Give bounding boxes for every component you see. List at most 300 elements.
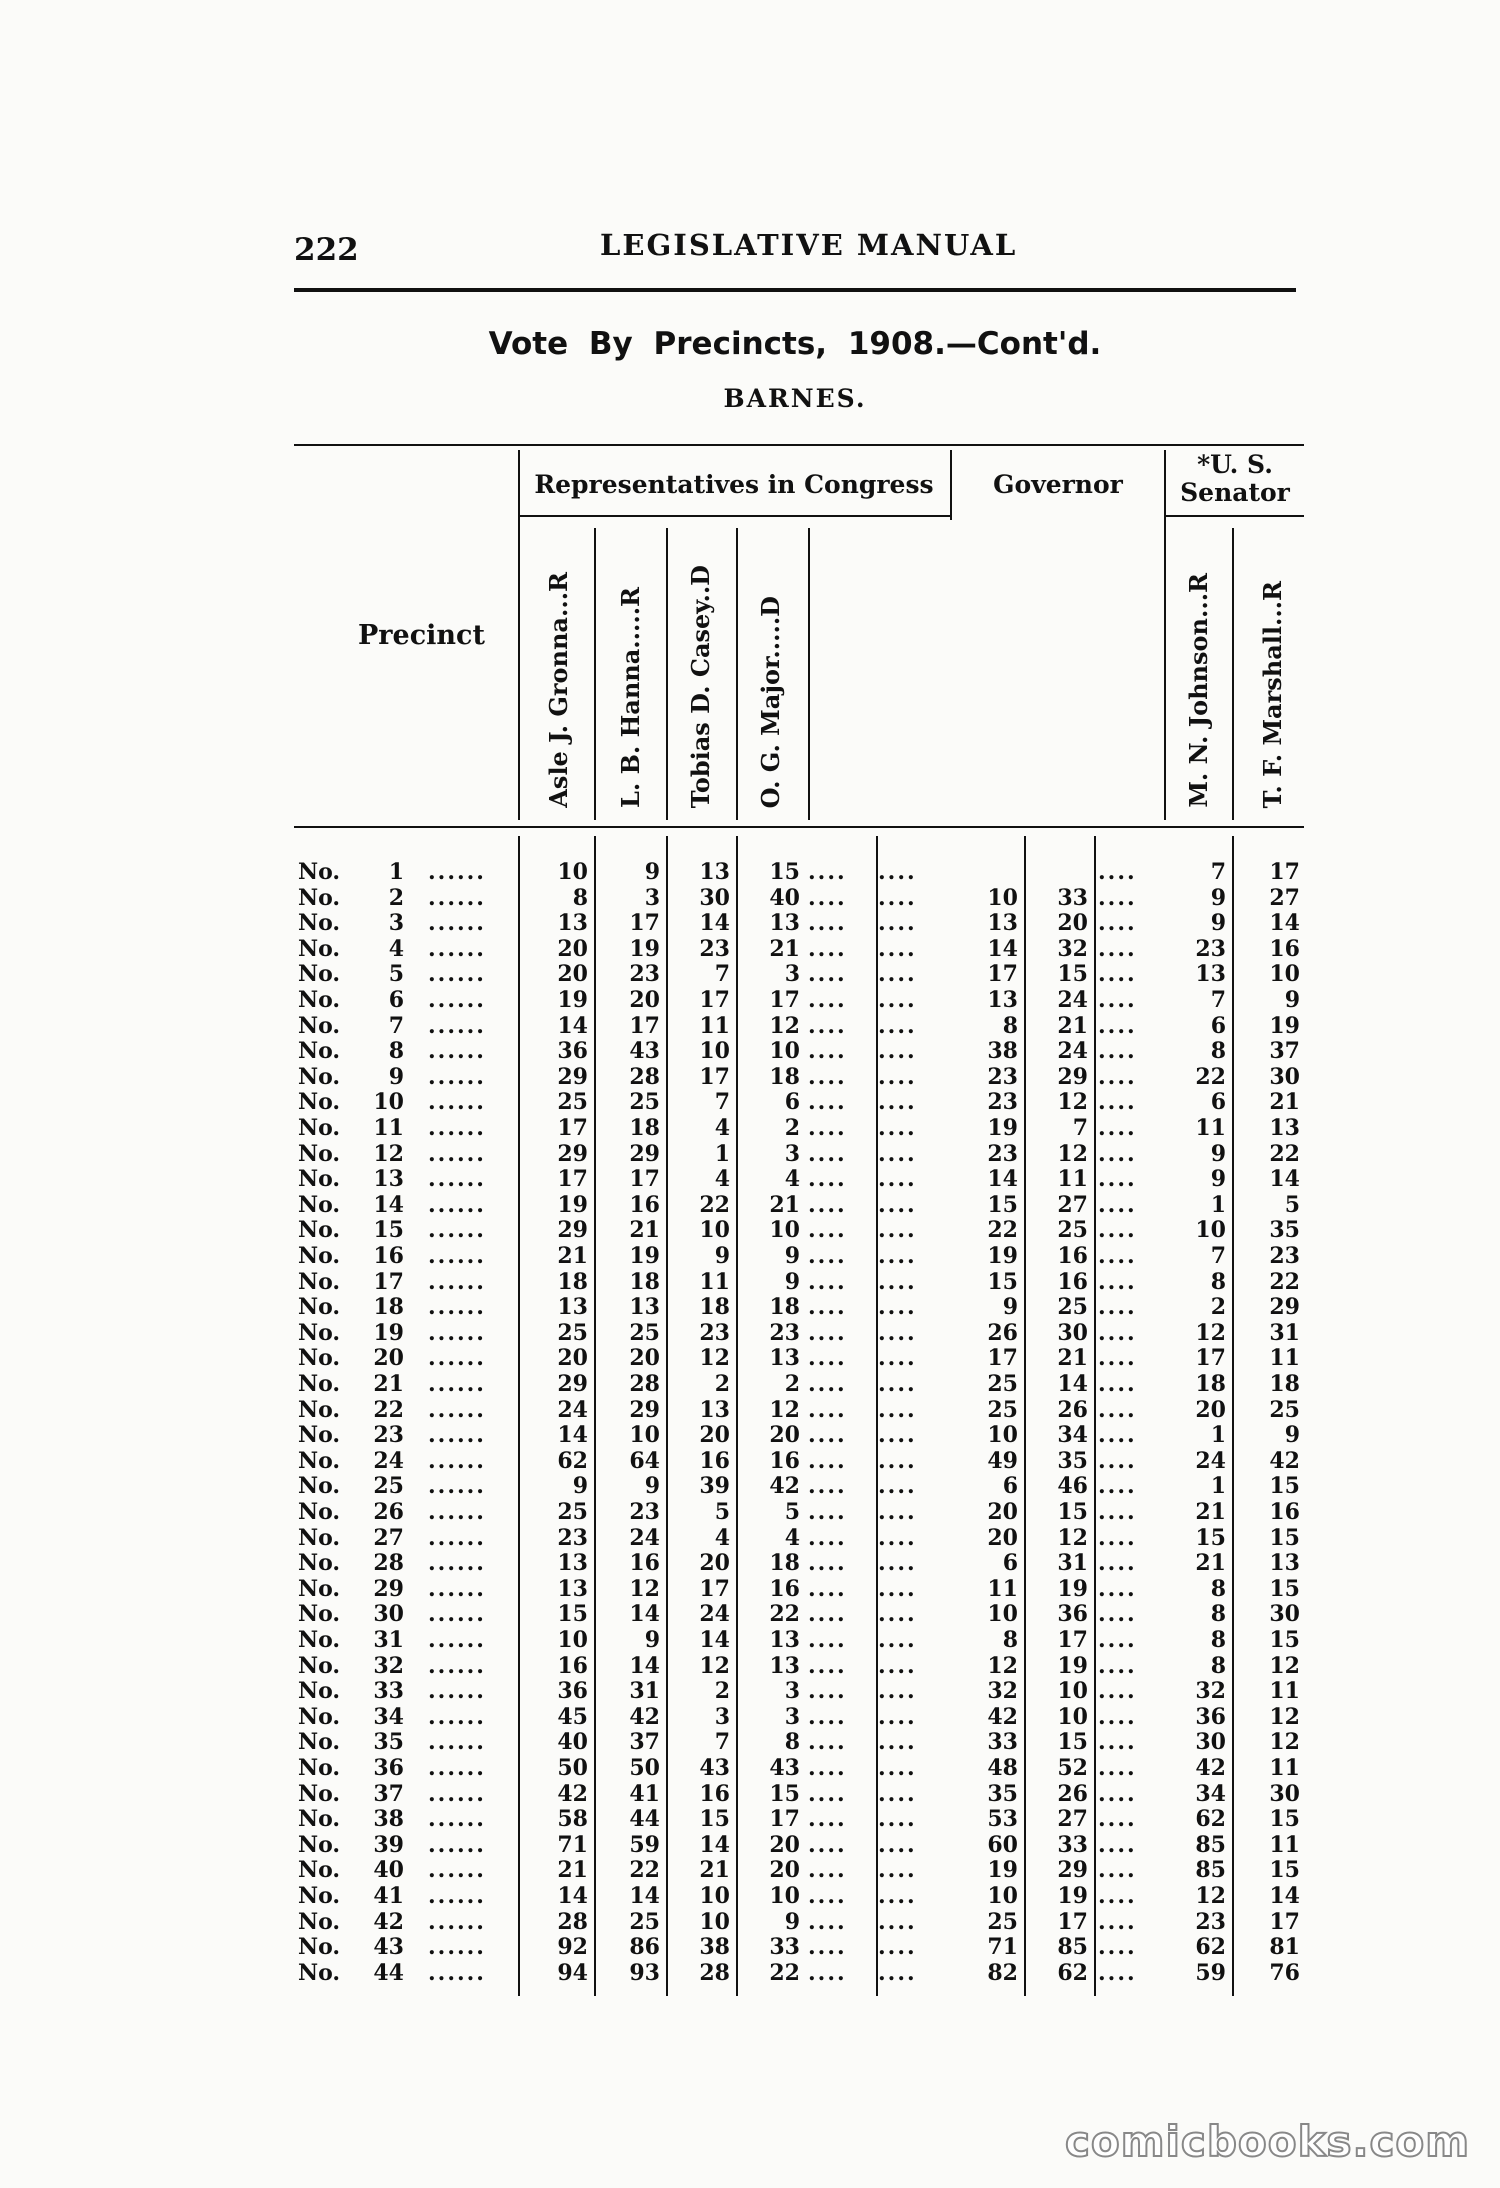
table-row [0, 860, 1500, 885]
precinct-prefix: No. [298, 1806, 341, 1833]
leader-dots: ...... [428, 935, 486, 962]
cell-major: 2 [784, 1115, 800, 1141]
cell-governor-1: 14 [987, 1166, 1018, 1193]
blank-dots: .... [808, 1627, 847, 1653]
blank-dots: .... [808, 1908, 847, 1935]
cell-marshall: 81 [1269, 1934, 1300, 1961]
cell-casey: 30 [699, 884, 730, 911]
leader-dots: ...... [428, 1038, 486, 1065]
cell-governor-2: 85 [1057, 1934, 1088, 1961]
leader-dots: ...... [428, 1396, 486, 1423]
cell-major: 13 [769, 1652, 800, 1679]
cell-casey: 17 [699, 1063, 730, 1090]
cell-gronna: 58 [557, 1806, 588, 1833]
precinct-number: 12 [373, 1140, 404, 1167]
leader-dots: ...... [428, 987, 486, 1013]
cell-casey: 10 [699, 1883, 730, 1909]
cell-marshall: 17 [1269, 1908, 1300, 1935]
cell-governor-2: 10 [1057, 1678, 1088, 1705]
cell-gronna: 17 [557, 1115, 588, 1141]
cell-governor-1: 23 [987, 1140, 1018, 1167]
cell-gronna: 29 [557, 1063, 588, 1090]
precinct-prefix: No. [298, 1473, 341, 1500]
precinct-prefix: No. [298, 1550, 341, 1577]
cell-governor-2: 31 [1057, 1550, 1088, 1577]
cell-governor-1: 14 [987, 935, 1018, 962]
cell-governor-1: 15 [987, 1191, 1018, 1218]
table-row [0, 1116, 1500, 1141]
cell-governor-2: 46 [1057, 1473, 1088, 1500]
blank-dots: .... [1098, 1499, 1137, 1525]
precinct-number: 9 [388, 1063, 404, 1090]
cell-johnson: 30 [1195, 1729, 1226, 1756]
leader-dots: ...... [428, 1780, 486, 1807]
precinct-number: 29 [373, 1575, 404, 1602]
blank-dots: .... [1098, 1268, 1137, 1295]
cell-governor-2: 29 [1057, 1063, 1088, 1090]
table-row [0, 1782, 1500, 1807]
cell-gronna: 40 [557, 1729, 588, 1756]
cell-major: 18 [769, 1063, 800, 1090]
running-head: LEGISLATIVE MANUAL [600, 228, 1018, 262]
cell-gronna: 14 [557, 1883, 588, 1909]
cell-major: 21 [769, 935, 800, 962]
cell-gronna: 15 [557, 1601, 588, 1628]
cell-major: 20 [769, 1831, 800, 1858]
precinct-prefix: No. [298, 1678, 341, 1705]
leader-dots: ...... [428, 1243, 486, 1269]
cell-gronna: 36 [557, 1038, 588, 1065]
column-header-major: O. G. Major.....D [756, 595, 785, 808]
cell-hanna: 17 [629, 910, 660, 937]
precinct-number: 34 [373, 1703, 404, 1730]
cell-johnson: 22 [1195, 1063, 1226, 1090]
cell-governor-1: 8 [1002, 1012, 1018, 1039]
cell-governor-2: 7 [1072, 1115, 1088, 1141]
cell-governor-2: 15 [1057, 961, 1088, 988]
blank-dots: .... [1098, 1755, 1137, 1781]
precinct-prefix: No. [298, 1831, 341, 1858]
cell-hanna: 64 [629, 1447, 660, 1474]
cell-marshall: 29 [1269, 1294, 1300, 1321]
table-row [0, 1423, 1500, 1448]
blank-dots: .... [878, 884, 917, 911]
blank-dots: .... [1098, 961, 1137, 988]
cell-gronna: 14 [557, 1422, 588, 1449]
precinct-prefix: No. [298, 1755, 341, 1781]
cell-gronna: 24 [557, 1396, 588, 1423]
precinct-number: 15 [373, 1217, 404, 1244]
cell-governor-2: 32 [1057, 935, 1088, 962]
precinct-prefix: No. [298, 1166, 341, 1193]
cell-gronna: 29 [557, 1140, 588, 1167]
governor-group-label: Governor [993, 470, 1123, 499]
blank-dots: .... [878, 1934, 917, 1961]
cell-major: 21 [769, 1191, 800, 1218]
cell-johnson: 23 [1195, 1908, 1226, 1935]
blank-dots: .... [808, 1447, 847, 1474]
table-row [0, 1961, 1500, 1986]
precinct-prefix: No. [298, 1012, 341, 1039]
blank-dots: .... [1098, 1729, 1137, 1756]
cell-gronna: 23 [557, 1524, 588, 1551]
blank-dots: .... [1098, 1883, 1137, 1909]
cell-johnson: 9 [1210, 910, 1226, 937]
precinct-number: 21 [373, 1371, 404, 1397]
cell-major: 23 [769, 1319, 800, 1346]
cell-major: 5 [784, 1499, 800, 1525]
cell-hanna: 14 [629, 1652, 660, 1679]
table-row [0, 937, 1500, 962]
cell-marshall: 14 [1269, 910, 1300, 937]
cell-hanna: 42 [629, 1703, 660, 1730]
cell-johnson: 62 [1195, 1934, 1226, 1961]
blank-dots: .... [808, 1115, 847, 1141]
cell-governor-1: 25 [987, 1371, 1018, 1397]
table-row [0, 1218, 1500, 1243]
cell-gronna: 14 [557, 1012, 588, 1039]
cell-major: 10 [769, 1038, 800, 1065]
cell-gronna: 17 [557, 1166, 588, 1193]
leader-dots: ...... [428, 1575, 486, 1602]
cell-casey: 23 [699, 935, 730, 962]
blank-dots: .... [878, 1447, 917, 1474]
cell-hanna: 17 [629, 1012, 660, 1039]
cell-governor-2: 33 [1057, 1831, 1088, 1858]
cell-johnson: 1 [1210, 1191, 1226, 1218]
column-header-marshall: T. F. Marshall...R [1258, 580, 1287, 808]
cell-gronna: 9 [572, 1473, 588, 1500]
cell-governor-1: 22 [987, 1217, 1018, 1244]
congress-group-rule [520, 515, 950, 517]
cell-governor-2: 17 [1057, 1908, 1088, 1935]
leader-dots: ...... [428, 1447, 486, 1474]
cell-governor-1: 35 [987, 1780, 1018, 1807]
cell-governor-1: 13 [987, 987, 1018, 1013]
blank-dots: .... [878, 1499, 917, 1525]
cell-governor-2: 17 [1057, 1627, 1088, 1653]
leader-dots: ...... [428, 884, 486, 911]
cell-governor-1: 17 [987, 1345, 1018, 1372]
precinct-prefix: No. [298, 961, 341, 988]
blank-dots: .... [878, 1038, 917, 1065]
blank-dots: .... [808, 1575, 847, 1602]
cell-governor-1: 82 [987, 1959, 1018, 1986]
blank-dots: .... [878, 1345, 917, 1372]
cell-governor-2: 11 [1057, 1166, 1088, 1193]
table-row [0, 1014, 1500, 1039]
blank-dots: .... [1098, 1447, 1137, 1474]
precinct-number: 24 [373, 1447, 404, 1474]
blank-dots: .... [1098, 1524, 1137, 1551]
cell-governor-1: 12 [987, 1652, 1018, 1679]
precinct-number: 3 [388, 910, 404, 937]
cell-casey: 1 [714, 1140, 730, 1167]
leader-dots: ...... [428, 1473, 486, 1500]
precinct-number: 2 [388, 884, 404, 911]
blank-dots: .... [1098, 1422, 1137, 1449]
table-row [0, 1321, 1500, 1346]
table-row [0, 1295, 1500, 1320]
blank-dots: .... [1098, 1012, 1137, 1039]
cell-major: 13 [769, 910, 800, 937]
table-row [0, 1833, 1500, 1858]
cell-casey: 12 [699, 1652, 730, 1679]
cell-governor-2: 15 [1057, 1499, 1088, 1525]
precinct-prefix: No. [298, 1575, 341, 1602]
cell-hanna: 12 [629, 1575, 660, 1602]
cell-hanna: 93 [629, 1959, 660, 1986]
blank-dots: .... [808, 884, 847, 911]
blank-dots: .... [878, 1217, 917, 1244]
blank-dots: .... [1098, 1191, 1137, 1218]
leader-dots: ...... [428, 1217, 486, 1244]
cell-johnson: 85 [1195, 1857, 1226, 1884]
cell-governor-1: 60 [987, 1831, 1018, 1858]
blank-dots: .... [808, 1806, 847, 1833]
table-row [0, 1449, 1500, 1474]
blank-dots: .... [808, 1191, 847, 1218]
cell-hanna: 29 [629, 1140, 660, 1167]
precinct-prefix: No. [298, 1934, 341, 1961]
precinct-prefix: No. [298, 1294, 341, 1321]
blank-dots: .... [878, 1524, 917, 1551]
cell-casey: 20 [699, 1422, 730, 1449]
precinct-prefix: No. [298, 1089, 341, 1116]
cell-governor-2: 27 [1057, 1191, 1088, 1218]
blank-dots: .... [878, 1422, 917, 1449]
cell-governor-2: 52 [1057, 1755, 1088, 1781]
cell-governor-1: 42 [987, 1703, 1018, 1730]
table-row [0, 1090, 1500, 1115]
cell-gronna: 62 [557, 1447, 588, 1474]
blank-dots: .... [1098, 1243, 1137, 1269]
cell-marshall: 11 [1269, 1831, 1300, 1858]
watermark: comicbooks.com [1065, 2117, 1470, 2166]
precinct-prefix: No. [298, 1780, 341, 1807]
cell-hanna: 25 [629, 1319, 660, 1346]
precinct-number: 40 [373, 1857, 404, 1884]
precinct-number: 26 [373, 1499, 404, 1525]
cell-marshall: 19 [1269, 1012, 1300, 1039]
cell-hanna: 50 [629, 1755, 660, 1781]
cell-major: 8 [784, 1729, 800, 1756]
cell-johnson: 8 [1210, 1601, 1226, 1628]
cell-marshall: 11 [1269, 1345, 1300, 1372]
blank-dots: .... [1098, 1934, 1137, 1961]
cell-governor-2: 25 [1057, 1294, 1088, 1321]
cell-governor-1: 10 [987, 1601, 1018, 1628]
table-row [0, 1577, 1500, 1602]
cell-marshall: 23 [1269, 1243, 1300, 1269]
cell-marshall: 10 [1269, 961, 1300, 988]
blank-dots: .... [808, 1473, 847, 1500]
leader-dots: ...... [428, 961, 486, 988]
cell-casey: 39 [699, 1473, 730, 1500]
blank-dots: .... [808, 1550, 847, 1577]
precinct-number: 10 [373, 1089, 404, 1116]
blank-dots: .... [808, 1959, 847, 1986]
cell-hanna: 9 [644, 1627, 660, 1653]
cell-casey: 18 [699, 1294, 730, 1321]
precinct-number: 6 [388, 987, 404, 1013]
blank-dots: .... [1098, 1908, 1137, 1935]
blank-dots: .... [808, 987, 847, 1013]
precinct-number: 36 [373, 1755, 404, 1781]
cell-johnson: 7 [1210, 1243, 1226, 1269]
cell-governor-2: 16 [1057, 1243, 1088, 1269]
blank-dots: .... [878, 987, 917, 1013]
cell-marshall: 30 [1269, 1601, 1300, 1628]
cell-governor-2: 24 [1057, 987, 1088, 1013]
cell-hanna: 14 [629, 1601, 660, 1628]
cell-governor-1: 6 [1002, 1550, 1018, 1577]
cell-casey: 4 [714, 1166, 730, 1193]
blank-dots: .... [878, 1396, 917, 1423]
cell-johnson: 18 [1195, 1371, 1226, 1397]
cell-governor-1: 10 [987, 1883, 1018, 1909]
cell-governor-1: 19 [987, 1243, 1018, 1269]
cell-casey: 17 [699, 1575, 730, 1602]
cell-hanna: 86 [629, 1934, 660, 1961]
cell-hanna: 31 [629, 1678, 660, 1705]
precinct-number: 17 [373, 1268, 404, 1295]
blank-dots: .... [878, 961, 917, 988]
senator-group-label-1: *U. S. [1197, 450, 1273, 479]
cell-governor-1: 32 [987, 1678, 1018, 1705]
cell-hanna: 21 [629, 1217, 660, 1244]
cell-marshall: 15 [1269, 1575, 1300, 1602]
column-divider [950, 450, 952, 520]
leader-dots: ...... [428, 1678, 486, 1705]
precinct-prefix: No. [298, 1191, 341, 1218]
cell-johnson: 1 [1210, 1422, 1226, 1449]
blank-dots: .... [1098, 1371, 1137, 1397]
cell-johnson: 2 [1210, 1294, 1226, 1321]
blank-dots: .... [808, 1166, 847, 1193]
cell-governor-2: 33 [1057, 884, 1088, 911]
precinct-number: 18 [373, 1294, 404, 1321]
blank-dots: .... [808, 1396, 847, 1423]
precinct-prefix: No. [298, 1652, 341, 1679]
cell-hanna: 29 [629, 1396, 660, 1423]
cell-governor-2: 26 [1057, 1780, 1088, 1807]
leader-dots: ...... [428, 1524, 486, 1551]
precinct-number: 11 [373, 1115, 404, 1141]
leader-dots: ...... [428, 1166, 486, 1193]
cell-governor-1: 26 [987, 1319, 1018, 1346]
cell-governor-2: 35 [1057, 1447, 1088, 1474]
table-row [0, 1474, 1500, 1499]
precinct-prefix: No. [298, 987, 341, 1013]
cell-governor-1: 13 [987, 910, 1018, 937]
cell-casey: 14 [699, 1627, 730, 1653]
blank-dots: .... [878, 1908, 917, 1935]
cell-casey: 13 [699, 1396, 730, 1423]
table-row [0, 1270, 1500, 1295]
cell-casey: 10 [699, 1038, 730, 1065]
precinct-prefix: No. [298, 1115, 341, 1141]
leader-dots: ...... [428, 1499, 486, 1525]
cell-marshall: 15 [1269, 1806, 1300, 1833]
cell-governor-1: 9 [1002, 1294, 1018, 1321]
blank-dots: .... [808, 1652, 847, 1679]
leader-dots: ...... [428, 1806, 486, 1833]
blank-dots: .... [808, 935, 847, 962]
cell-hanna: 44 [629, 1806, 660, 1833]
blank-dots: .... [1098, 1678, 1137, 1705]
cell-major: 13 [769, 1345, 800, 1372]
cell-hanna: 18 [629, 1268, 660, 1295]
table-top-rule [294, 444, 1304, 446]
leader-dots: ...... [428, 1831, 486, 1858]
table-row [0, 1602, 1500, 1627]
precinct-number: 38 [373, 1806, 404, 1833]
cell-casey: 11 [699, 1012, 730, 1039]
cell-johnson: 62 [1195, 1806, 1226, 1833]
blank-dots: .... [878, 1780, 917, 1807]
cell-marshall: 9 [1284, 987, 1300, 1013]
cell-casey: 23 [699, 1319, 730, 1346]
precinct-prefix: No. [298, 1959, 341, 1986]
blank-dots: .... [878, 1883, 917, 1909]
blank-dots: .... [1098, 1345, 1137, 1372]
blank-dots: .... [1098, 884, 1137, 911]
cell-major: 42 [769, 1473, 800, 1500]
cell-gronna: 13 [557, 1575, 588, 1602]
cell-governor-1: 8 [1002, 1627, 1018, 1653]
cell-hanna: 23 [629, 1499, 660, 1525]
cell-hanna: 28 [629, 1063, 660, 1090]
cell-major: 18 [769, 1294, 800, 1321]
cell-governor-1: 10 [987, 1422, 1018, 1449]
precinct-number: 41 [373, 1883, 404, 1909]
table-row [0, 1039, 1500, 1064]
cell-major: 3 [784, 1678, 800, 1705]
cell-marshall: 15 [1269, 1857, 1300, 1884]
cell-casey: 4 [714, 1524, 730, 1551]
cell-major: 10 [769, 1883, 800, 1909]
precinct-number: 27 [373, 1524, 404, 1551]
cell-gronna: 20 [557, 935, 588, 962]
cell-hanna: 9 [644, 859, 660, 885]
blank-dots: .... [808, 1217, 847, 1244]
cell-major: 12 [769, 1012, 800, 1039]
table-row [0, 1935, 1500, 1960]
precinct-number: 30 [373, 1601, 404, 1628]
table-row [0, 1679, 1500, 1704]
cell-governor-2: 10 [1057, 1703, 1088, 1730]
cell-major: 15 [769, 1780, 800, 1807]
precinct-number: 31 [373, 1627, 404, 1653]
blank-dots: .... [808, 1063, 847, 1090]
cell-major: 40 [769, 884, 800, 911]
cell-gronna: 36 [557, 1678, 588, 1705]
blank-dots: .... [808, 1780, 847, 1807]
blank-dots: .... [808, 1703, 847, 1730]
cell-marshall: 42 [1269, 1447, 1300, 1474]
cell-governor-2: 15 [1057, 1729, 1088, 1756]
precinct-number: 42 [373, 1908, 404, 1935]
cell-governor-2: 62 [1057, 1959, 1088, 1986]
blank-dots: .... [878, 1652, 917, 1679]
precinct-prefix: No. [298, 1371, 341, 1397]
cell-casey: 14 [699, 1831, 730, 1858]
cell-marshall: 21 [1269, 1089, 1300, 1116]
cell-marshall: 14 [1269, 1883, 1300, 1909]
cell-marshall: 18 [1269, 1371, 1300, 1397]
cell-major: 22 [769, 1959, 800, 1986]
